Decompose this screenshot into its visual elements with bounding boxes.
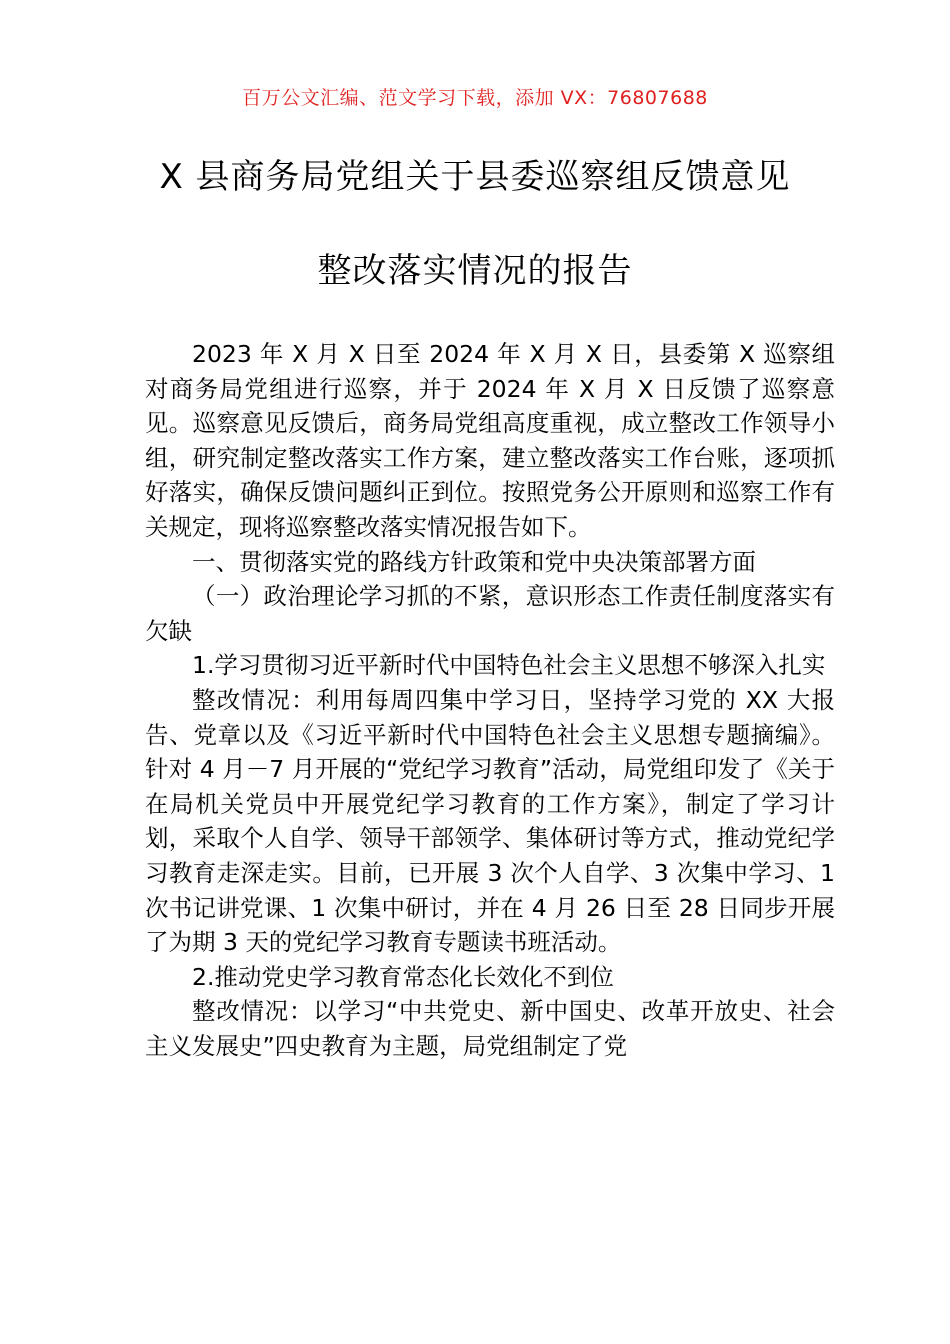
section-heading-1: 一、贯彻落实党的路线方针政策和党中央决策部署方面 (192, 547, 756, 576)
paragraph-intro: 2023 年 X 月 X 日至 2024 年 X 月 X 日，县委第 X 巡察组对商务局党组进行巡察，并于 2024 年 X 月 X 日反馈了巡察意见。巡察意见反馈后，商务局党组高度重视，成立整改工作领导小组，研究制定整改落实工作方案，建立整改落实工作台账，逐项抓好落实，确保反馈问题纠正到位。按照党务公开原则和巡察工作有关规定，现将巡察整改落实情况报告如下。 (145, 340, 835, 541)
document-title-line-1: X 县商务局党组关于县委巡察组反馈意见 (159, 157, 791, 197)
paragraph-rectification-2: 整改情况：以学习“中共党史、新中国史、改革开放史、社会主义发展史”四史教育为主题，局党组制定了党 (145, 997, 835, 1060)
document-body (145, 337, 835, 1063)
item-heading-1: 1.学习贯彻习近平新时代中国特色社会主义思想不够深入扎实 (192, 651, 826, 680)
item-heading-2: 2.推动党史学习教育常态化长效化不到位 (192, 962, 614, 991)
header-watermark-note: 百万公文汇编、范文学习下载，添加 VX：76807688 (242, 87, 708, 109)
subsection-heading-1: （一）政治理论学习抓的不紧，意识形态工作责任制度落实有欠缺 (145, 582, 835, 645)
paragraph-rectification-1: 整改情况：利用每周四集中学习日，坚持学习党的 XX 大报告、党章以及《习近平新时代中国特色社会主义思想专题摘编》。针对 4 月－7 月开展的“党纪学习教育”活动，局党组印发了《关于在局机关党员中开展党纪学习教育的工作方案》，制定了学习计划，采取个人自学、领导干部领学、集体研讨等方式，推动党纪学习教育走深走实。目前，已开展 3 次个人自学、3 次集中学习、1 次书记讲党课、1 次集中研讨，并在 4 月 26 日至 28 日同步开展了为期 3 天的党纪学习教育专题读书班活动。 (145, 685, 835, 957)
document-title-line-2: 整改落实情况的报告 (317, 251, 633, 291)
